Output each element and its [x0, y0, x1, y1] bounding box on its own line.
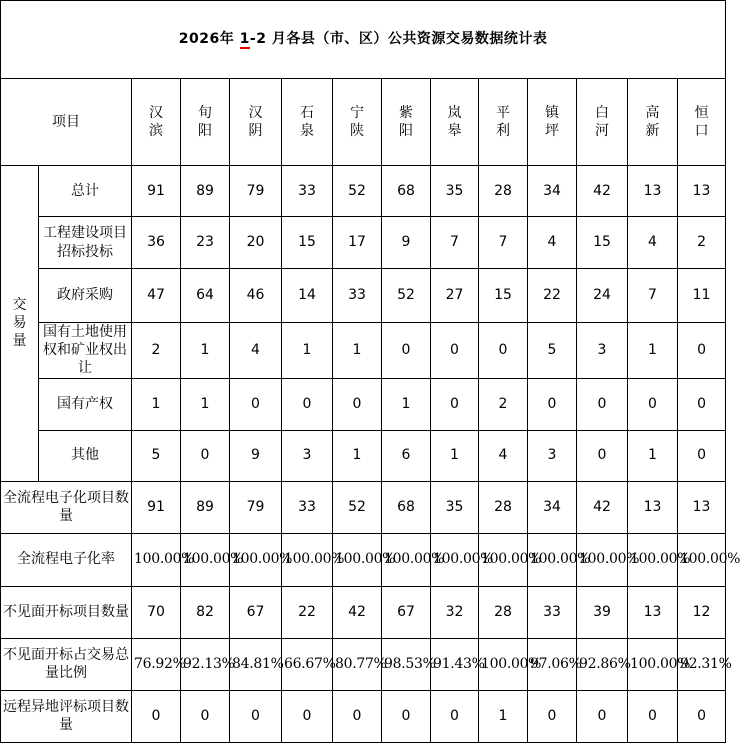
cell-value: 46 — [230, 269, 282, 323]
cell-value: 33 — [282, 481, 333, 533]
cell-value: 67 — [230, 586, 282, 638]
cell-value: 0 — [282, 378, 333, 430]
cell-value: 100.00% — [528, 533, 577, 586]
cell-value: 100.00% — [628, 638, 678, 690]
cell-value: 0 — [678, 690, 726, 742]
row-label: 工程建设项目招标投标 — [39, 217, 132, 269]
cell-value: 1 — [382, 378, 431, 430]
cell-value: 33 — [528, 586, 577, 638]
cell-value: 20 — [230, 217, 282, 269]
cell-value: 0 — [382, 690, 431, 742]
county-header: 旬 阳 — [181, 79, 230, 166]
cell-value: 92.31% — [678, 638, 726, 690]
cell-value: 100.00% — [282, 533, 333, 586]
cell-value: 32 — [431, 586, 479, 638]
cell-value: 1 — [132, 378, 181, 430]
cell-value: 23 — [181, 217, 230, 269]
cell-value: 1 — [628, 430, 678, 481]
cell-value: 22 — [528, 269, 577, 323]
cell-value: 22 — [282, 586, 333, 638]
cell-value: 34 — [528, 481, 577, 533]
cell-value: 1 — [628, 323, 678, 379]
row-label: 其他 — [39, 430, 132, 481]
county-header: 宁 陕 — [333, 79, 382, 166]
cell-value: 3 — [577, 323, 628, 379]
row-label: 国有产权 — [39, 378, 132, 430]
cell-value: 36 — [132, 217, 181, 269]
cell-value: 4 — [528, 217, 577, 269]
cell-value: 79 — [230, 166, 282, 217]
cell-value: 66.67% — [282, 638, 333, 690]
cell-value: 4 — [230, 323, 282, 379]
cell-value: 2 — [132, 323, 181, 379]
cell-value: 0 — [528, 690, 577, 742]
cell-value: 5 — [132, 430, 181, 481]
cell-value: 0 — [132, 690, 181, 742]
cell-value: 27 — [431, 269, 479, 323]
cell-value: 1 — [333, 323, 382, 379]
cell-value: 0 — [479, 323, 528, 379]
cell-value: 33 — [333, 269, 382, 323]
cell-value: 28 — [479, 166, 528, 217]
title-row — [1, 1, 726, 79]
cell-value: 12 — [678, 586, 726, 638]
cell-value: 89 — [181, 166, 230, 217]
cell-value: 0 — [678, 378, 726, 430]
cell-value: 52 — [382, 269, 431, 323]
cell-value: 0 — [528, 378, 577, 430]
cell-value: 100.00% — [628, 533, 678, 586]
cell-value: 100.00% — [479, 533, 528, 586]
cell-value: 0 — [181, 690, 230, 742]
row-label: 政府采购 — [39, 269, 132, 323]
table-row — [1, 690, 726, 742]
cell-value: 0 — [333, 690, 382, 742]
cell-value: 3 — [282, 430, 333, 481]
cell-value: 67 — [382, 586, 431, 638]
table-row — [1, 481, 726, 533]
cell-value: 0 — [577, 690, 628, 742]
cell-value: 7 — [628, 269, 678, 323]
cell-value: 28 — [479, 586, 528, 638]
cell-value: 0 — [577, 378, 628, 430]
table-row — [1, 323, 726, 379]
cell-value: 24 — [577, 269, 628, 323]
cell-value: 76.92% — [132, 638, 181, 690]
item-header: 项目 — [1, 79, 132, 166]
cell-value: 52 — [333, 166, 382, 217]
table-row — [1, 269, 726, 323]
cell-value: 3 — [528, 430, 577, 481]
cell-value: 100.00% — [132, 533, 181, 586]
cell-value: 92.13% — [181, 638, 230, 690]
table-row — [1, 533, 726, 586]
cell-value: 35 — [431, 166, 479, 217]
county-header: 恒 口 — [678, 79, 726, 166]
title-month-start: 1 — [239, 31, 250, 48]
transaction-volume-group: 交 易 量 — [1, 166, 39, 482]
cell-value: 91 — [132, 481, 181, 533]
table-row — [1, 217, 726, 269]
cell-value: 1 — [431, 430, 479, 481]
table-title: 2026年 1-2 月各县（市、区）公共资源交易数据统计表 — [1, 1, 726, 79]
cell-value: 28 — [479, 481, 528, 533]
cell-value: 98.53% — [382, 638, 431, 690]
cell-value: 47 — [132, 269, 181, 323]
cell-value: 42 — [333, 586, 382, 638]
table-row — [1, 638, 726, 690]
cell-value: 6 — [382, 430, 431, 481]
cell-value: 9 — [382, 217, 431, 269]
county-header: 紫 阳 — [382, 79, 431, 166]
cell-value: 0 — [282, 690, 333, 742]
county-header: 白 河 — [577, 79, 628, 166]
table-row — [1, 378, 726, 430]
cell-value: 0 — [230, 690, 282, 742]
row-label: 远程异地评标项目数量 — [1, 690, 132, 742]
cell-value: 1 — [282, 323, 333, 379]
cell-value: 64 — [181, 269, 230, 323]
cell-value: 13 — [678, 481, 726, 533]
cell-value: 7 — [431, 217, 479, 269]
cell-value: 52 — [333, 481, 382, 533]
county-header: 岚 皋 — [431, 79, 479, 166]
row-label: 国有土地使用权和矿业权出让 — [39, 323, 132, 379]
row-label: 不见面开标占交易总量比例 — [1, 638, 132, 690]
cell-value: 92.86% — [577, 638, 628, 690]
cell-value: 100.00% — [479, 638, 528, 690]
cell-value: 34 — [528, 166, 577, 217]
county-header: 平 利 — [479, 79, 528, 166]
cell-value: 0 — [628, 690, 678, 742]
cell-value: 15 — [577, 217, 628, 269]
cell-value: 0 — [431, 323, 479, 379]
row-label: 全流程电子化项目数量 — [1, 481, 132, 533]
cell-value: 0 — [678, 323, 726, 379]
table-row — [1, 430, 726, 481]
cell-value: 91 — [132, 166, 181, 217]
cell-value: 0 — [382, 323, 431, 379]
cell-value: 13 — [678, 166, 726, 217]
cell-value: 0 — [678, 430, 726, 481]
cell-value: 13 — [628, 586, 678, 638]
row-label: 全流程电子化率 — [1, 533, 132, 586]
cell-value: 68 — [382, 481, 431, 533]
county-header: 汉 阴 — [230, 79, 282, 166]
cell-value: 0 — [431, 378, 479, 430]
cell-value: 1 — [333, 430, 382, 481]
cell-value: 82 — [181, 586, 230, 638]
county-header: 高 新 — [628, 79, 678, 166]
cell-value: 14 — [282, 269, 333, 323]
cell-value: 100.00% — [230, 533, 282, 586]
row-label: 总计 — [39, 166, 132, 217]
cell-value: 84.81% — [230, 638, 282, 690]
cell-value: 4 — [479, 430, 528, 481]
cell-value: 1 — [181, 378, 230, 430]
cell-value: 13 — [628, 481, 678, 533]
cell-value: 42 — [577, 166, 628, 217]
cell-value: 0 — [181, 430, 230, 481]
cell-value: 1 — [479, 690, 528, 742]
table-row — [1, 586, 726, 638]
cell-value: 0 — [628, 378, 678, 430]
cell-value: 4 — [628, 217, 678, 269]
cell-value: 0 — [230, 378, 282, 430]
cell-value: 15 — [282, 217, 333, 269]
cell-value: 100.00% — [431, 533, 479, 586]
cell-value: 100.00% — [382, 533, 431, 586]
cell-value: 0 — [333, 378, 382, 430]
cell-value: 39 — [577, 586, 628, 638]
cell-value: 70 — [132, 586, 181, 638]
county-header: 镇 坪 — [528, 79, 577, 166]
cell-value: 13 — [628, 166, 678, 217]
cell-value: 89 — [181, 481, 230, 533]
cell-value: 91.43% — [431, 638, 479, 690]
cell-value: 17 — [333, 217, 382, 269]
cell-value: 68 — [382, 166, 431, 217]
cell-value: 5 — [528, 323, 577, 379]
cell-value: 79 — [230, 481, 282, 533]
cell-value: 11 — [678, 269, 726, 323]
cell-value: 0 — [577, 430, 628, 481]
row-label: 不见面开标项目数量 — [1, 586, 132, 638]
cell-value: 7 — [479, 217, 528, 269]
cell-value: 100.00% — [678, 533, 726, 586]
header-row — [1, 79, 726, 166]
cell-value: 97.06% — [528, 638, 577, 690]
cell-value: 100.00% — [577, 533, 628, 586]
cell-value: 2 — [678, 217, 726, 269]
cell-value: 80.77% — [333, 638, 382, 690]
table-row — [1, 166, 726, 217]
county-header: 石 泉 — [282, 79, 333, 166]
cell-value: 35 — [431, 481, 479, 533]
cell-value: 0 — [431, 690, 479, 742]
cell-value: 100.00% — [333, 533, 382, 586]
cell-value: 1 — [181, 323, 230, 379]
cell-value: 9 — [230, 430, 282, 481]
cell-value: 33 — [282, 166, 333, 217]
cell-value: 15 — [479, 269, 528, 323]
cell-value: 100.00% — [181, 533, 230, 586]
cell-value: 42 — [577, 481, 628, 533]
cell-value: 2 — [479, 378, 528, 430]
county-header: 汉 滨 — [132, 79, 181, 166]
